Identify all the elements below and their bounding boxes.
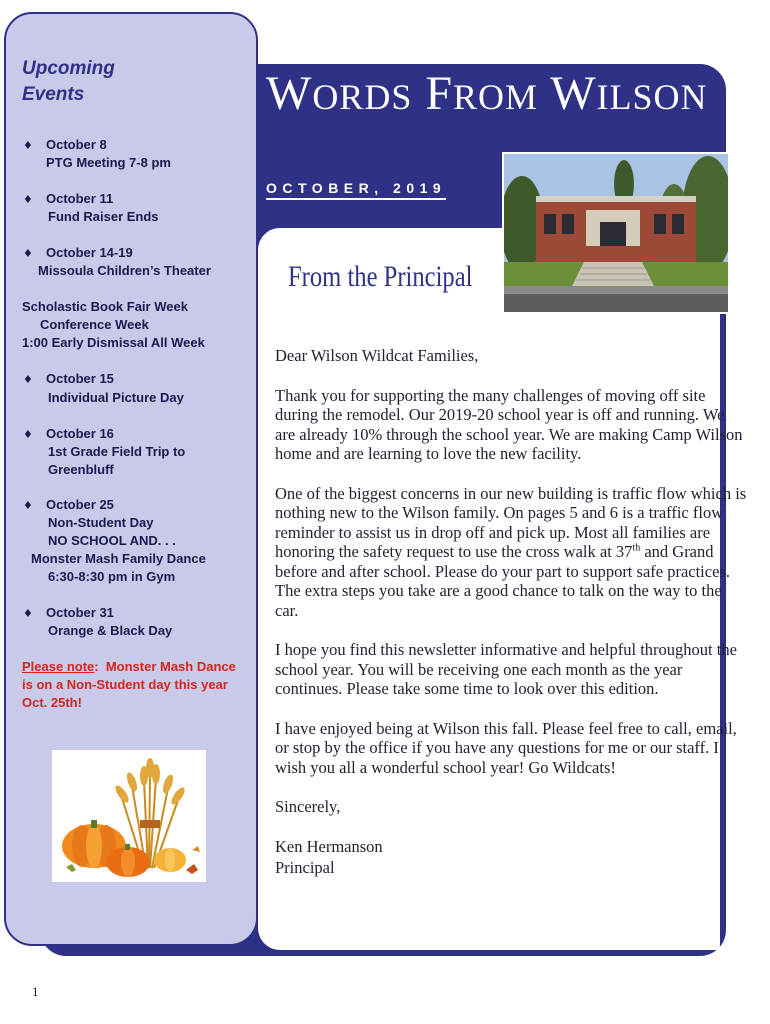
bullet-diamond-icon: ♦	[23, 499, 33, 512]
event-detail: Conference Week	[40, 317, 149, 332]
event-detail: Monster Mash Family Dance	[31, 551, 206, 566]
letter-paragraph: I have enjoyed being at Wilson this fall. Please feel free to call, email, or stop by the office if you have any questions for me or our staff. I wish you all a wonderful school year! Go Wildcats!	[275, 718, 737, 777]
bullet-diamond-icon: ♦	[23, 193, 33, 206]
bullet-diamond-icon: ♦	[23, 428, 33, 441]
event-date: October 31	[46, 605, 114, 620]
event-detail: 1:00 Early Dismissal All Week	[22, 335, 205, 350]
sidebar-heading-line1: Upcoming	[22, 58, 115, 79]
bullet-diamond-icon: ♦	[23, 607, 33, 620]
event-date: October 25	[46, 497, 114, 512]
signer-name: Ken Hermanson	[275, 836, 383, 856]
bullet-diamond-icon: ♦	[23, 139, 33, 152]
harvest-pumpkins-image	[52, 750, 206, 882]
school-building-photo	[502, 152, 730, 314]
event-detail: NO SCHOOL AND. . .	[48, 533, 176, 548]
issue-date: OCTOBER, 2019	[266, 180, 446, 200]
newsletter-title: WORDS FROM WILSON	[266, 67, 708, 120]
sidebar-heading-line2: Events	[22, 84, 85, 105]
principal-letter	[275, 346, 747, 880]
section-title: From the Principal	[288, 260, 473, 293]
bullet-diamond-icon: ♦	[23, 373, 33, 386]
letter-paragraph: I hope you find this newsletter informative and helpful throughout the school year. You will be receiving one each month as the year continues. Please take some time to look over this edition.	[275, 640, 737, 698]
page-number: 1	[32, 984, 39, 999]
note-text: Monster Mash Dance is on a Non-Student day this year Oct. 25th!	[22, 659, 236, 710]
event-detail: Non-Student Day	[48, 515, 154, 530]
event-detail: Scholastic Book Fair Week	[22, 299, 188, 314]
event-detail: Missoula Children’s Theater	[38, 263, 211, 278]
event-date: October 14-19	[46, 245, 133, 260]
event-detail: Fund Raiser Ends	[48, 209, 159, 224]
event-detail: Individual Picture Day	[48, 390, 184, 405]
signer-role: Principal	[275, 858, 335, 877]
event-detail: Greenbluff	[48, 462, 114, 477]
letter-paragraph: Thank you for supporting the many challenges of moving off site during the remodel. Our 2019-20 school year is off and running. We are already 10% through the school year. We are making Camp Wilson home and are learning to love the new facility.	[275, 385, 743, 463]
event-detail: 1st Grade Field Trip to	[48, 444, 186, 459]
bullet-diamond-icon: ♦	[23, 247, 33, 260]
letter-closing: Sincerely,	[275, 797, 341, 816]
event-detail: Orange & Black Day	[48, 623, 173, 638]
event-date: October 8	[46, 137, 107, 152]
sidebar-note: Please note: Monster Mash Dance is on a Non-Student day this year Oct. 25th!	[22, 659, 236, 710]
note-label: Please note	[22, 659, 95, 674]
event-date: October 16	[46, 426, 114, 441]
event-detail: PTG Meeting 7-8 pm	[46, 155, 171, 170]
letter-greeting: Dear Wilson Wildcat Families,	[275, 346, 479, 365]
event-date: October 11	[46, 191, 114, 206]
event-date: October 15	[46, 371, 114, 386]
letter-paragraph: One of the biggest concerns in our new building is traffic flow which is nothing new to the Wilson family. On pages 5 and 6 is a traffic flow reminder to assist us in drop off and pick up. Most all families are honoring the safety request to use the cross walk at 37th and Grand before and after school. Please do your part to support safe practices. The extra steps you take are a good chance to talk on the way to the car.	[275, 483, 747, 620]
event-detail: 6:30-8:30 pm in Gym	[48, 569, 176, 584]
